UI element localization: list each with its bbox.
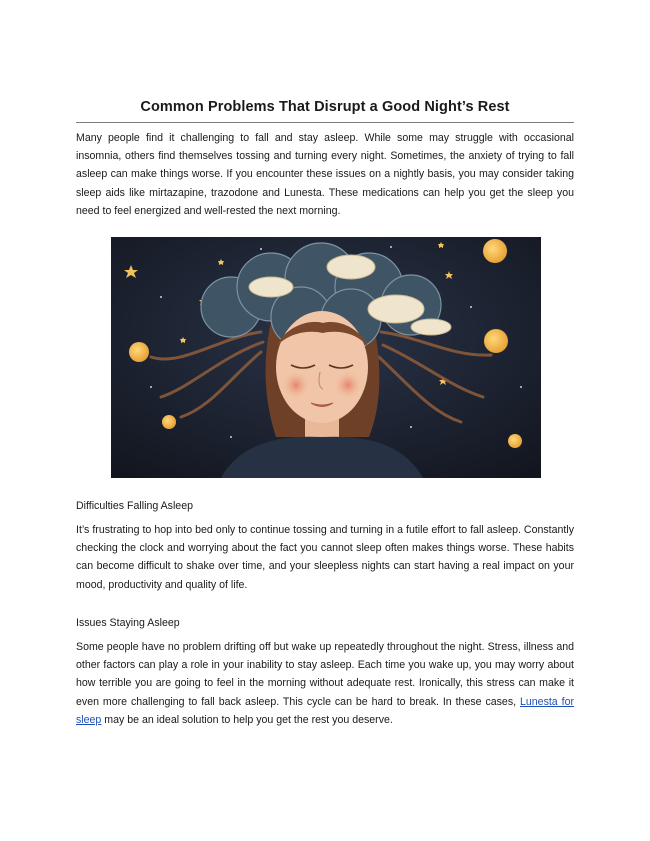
page-title: Common Problems That Disrupt a Good Night’s Rest xyxy=(140,99,510,115)
sleeping-woman-clouds-illustration-icon xyxy=(111,237,541,478)
lunesta-for-sleep-link[interactable]: Lunesta for sleep xyxy=(76,695,574,726)
body-text-after-link: may be an ideal solution to help you get the rest you deserve. xyxy=(101,713,393,726)
title-divider xyxy=(76,122,574,123)
section-body-falling-asleep: It’s frustrating to hop into bed only to continue tossing and turning in a futile effort to fall asleep. Constantly checking the clock and worrying about the fact you cannot sleep often makes things worse. These habits can become difficult to shake over time, and your sleepless nights can start having a real impact on your mood, productivity and quality of life. xyxy=(76,524,574,591)
section-heading-staying-asleep: Issues Staying Asleep xyxy=(76,617,180,629)
section-heading-falling-asleep: Difficulties Falling Asleep xyxy=(76,500,193,512)
intro-paragraph: Many people find it challenging to fall and stay asleep. While some may struggle with occasional insomnia, others find themselves tossing and turning every night. Sometimes, the anxiety of trying to fall asleep can make things worse. If you encounter these issues on a nightly basis, you may consider taking sleep aids like mirtazapine, trazodone and Lunesta. These medications can help you get the sleep you need to feel energized and well-rested the next morning. xyxy=(76,132,574,217)
hero-illustration xyxy=(111,237,541,478)
section-body-staying-asleep xyxy=(76,638,574,729)
body-text-before-link: Some people have no problem drifting off but wake up repeatedly throughout the night. Stress, illness and other factors can play a role in your inability to stay asleep. Each time you wake up, you may worry about how terrible you are going to feel in the morning without adequate rest. Ironically, this stress can make it even more challenging to fall back asleep. This cycle can be hard to break. In these cases, xyxy=(76,641,574,708)
